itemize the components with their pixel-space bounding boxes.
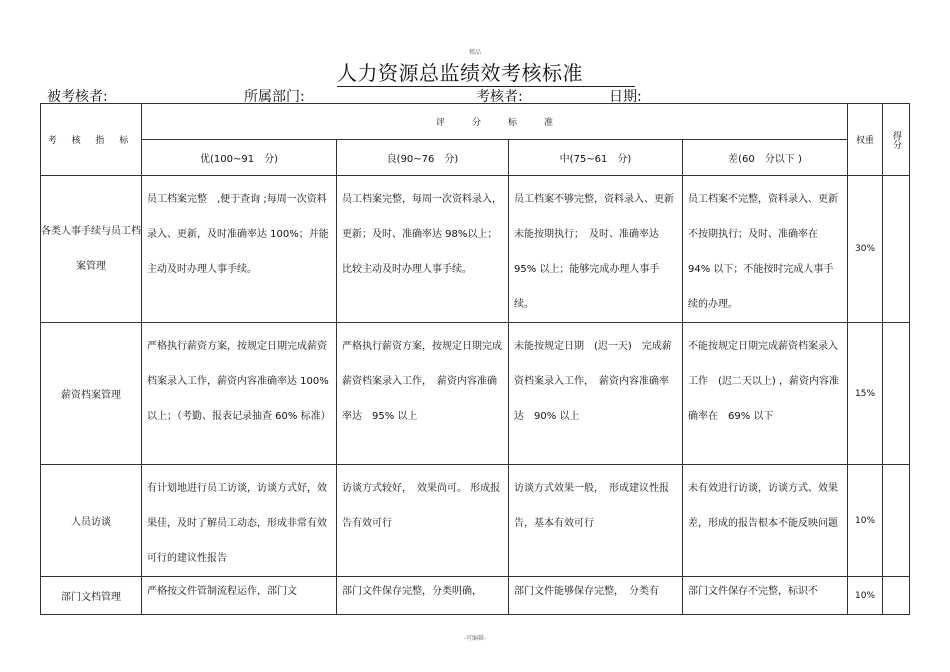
- score-cell[interactable]: [883, 323, 910, 465]
- weight-cell: 30%: [848, 176, 883, 323]
- indicator-header: 考 核 指 标: [41, 104, 142, 176]
- indicator-cell: 人员访谈: [41, 465, 142, 577]
- level-poor-header: 差(60 分以下 ): [683, 140, 848, 176]
- level-good-header: 良(90~76 分): [337, 140, 509, 176]
- weight-cell: 10%: [848, 577, 883, 615]
- level-excellent-header: 优(100~91 分): [142, 140, 337, 176]
- table-row: [41, 577, 910, 615]
- table-row: [41, 465, 910, 577]
- date-label: 日期:: [609, 89, 642, 105]
- poor-cell: 部门文件保存不完整，标识不: [683, 577, 848, 615]
- indicator-cell: 部门文档管理: [41, 577, 142, 615]
- footer-watermark: -可编辑-: [463, 635, 487, 642]
- good-cell: 部门文件保存完整，分类明确，: [337, 577, 509, 615]
- poor-cell: 未有效进行访谈，访谈方式、效果差，形成的报告根本不能反映问题: [683, 465, 848, 577]
- scoring-standard-header: 评 分 标 准: [142, 104, 848, 140]
- table-row: [41, 323, 910, 465]
- weight-header: 权重: [848, 104, 883, 176]
- score-cell[interactable]: [883, 577, 910, 615]
- header-row-2: [41, 140, 910, 176]
- good-cell: 严格执行薪资方案，按规定日期完成薪资档案录入工作， 薪资内容准确率达 95% 以上: [337, 323, 509, 465]
- excellent-cell: 严格按文件管制流程运作，部门文: [142, 577, 337, 615]
- table-row: [41, 176, 910, 323]
- good-cell: 访谈方式较好， 效果尚可。 形成报告有效可行: [337, 465, 509, 577]
- fair-cell: 访谈方式效果一般， 形成建议性报告，基本有效可行: [509, 465, 683, 577]
- assessment-table: [40, 103, 910, 615]
- poor-cell: 员工档案不完整，资料录入、更新不按期执行；及时、准确率在 94% 以下；不能按时完成人事手续的办理。: [683, 176, 848, 323]
- header-watermark: 精品: [468, 49, 481, 56]
- excellent-cell: 员工档案完整 ,便于查询 ;每周一次资料录入、更新，及时准确率达 100%；并能主动及时办理人事手续。: [142, 176, 337, 323]
- assessor-label: 考核者:: [476, 89, 523, 105]
- indicator-cell: 各类人事手续与员工档案管理: [41, 176, 142, 323]
- score-cell[interactable]: [883, 176, 910, 323]
- good-cell: 员工档案完整，每周一次资料录入，更新；及时、准确率达 98%以上；比较主动及时办理人事手续。: [337, 176, 509, 323]
- weight-cell: 10%: [848, 465, 883, 577]
- fair-cell: 部门文件能够保存完整， 分类有: [509, 577, 683, 615]
- level-fair-header: 中(75~61 分): [509, 140, 683, 176]
- fair-cell: 未能按规定日期 (迟一天) 完成薪资档案录入工作， 薪资内容准确率达 90% 以上: [509, 323, 683, 465]
- header-row-1: [41, 104, 910, 140]
- fair-cell: 员工档案不够完整，资料录入、更新未能按期执行； 及时、准确率达 95% 以上；能够完成办理人事手续。: [509, 176, 683, 323]
- score-header: [883, 104, 910, 176]
- score-header-text: 得分: [891, 130, 902, 149]
- score-cell[interactable]: [883, 465, 910, 577]
- page-title: 人力资源总监绩效考核标准: [337, 60, 635, 87]
- poor-cell: 不能按规定日期完成薪资档案录入工作 (迟二天以上) ，薪资内容准确率在 69% 以下: [683, 323, 848, 465]
- excellent-cell: 有计划地进行员工访谈，访谈方式好，效果佳，及时了解员工动态，形成非常有效可行的建议性报告: [142, 465, 337, 577]
- department-label: 所属部门:: [244, 89, 305, 105]
- excellent-cell: 严格执行薪资方案，按规定日期完成薪资档案录入工作，薪资内容准确率达 100% 以上；（考勤、报表记录抽查 60% 标准）: [142, 323, 337, 465]
- weight-cell: 15%: [848, 323, 883, 465]
- assessee-label: 被考核者:: [47, 89, 108, 105]
- indicator-cell: 薪资档案管理: [41, 323, 142, 465]
